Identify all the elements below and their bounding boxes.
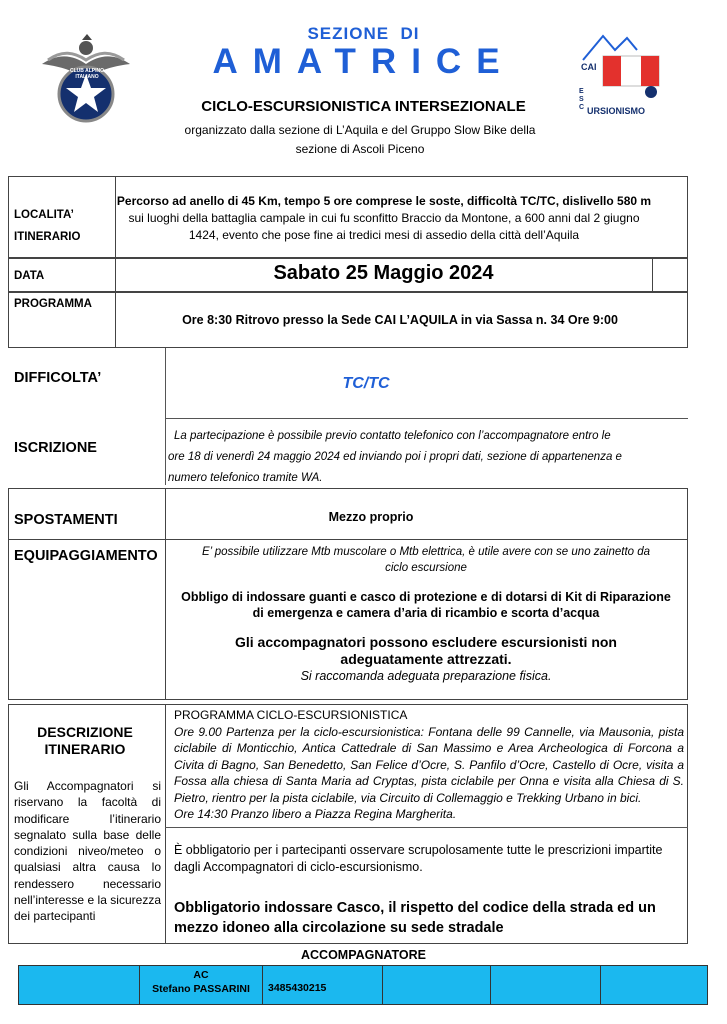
data-label: DATA [14, 270, 45, 282]
difficolta-label: DIFFICOLTA’ [14, 370, 102, 386]
equip-bold-1: Obbligo di indossare guanti e casco di protezione e di dotarsi di Kit di Riparazione [181, 590, 671, 604]
descrizione-label-2: ITINERARIO [44, 741, 126, 757]
localita-line-3: 1424, evento che pose fine ai tredici mesi di assedio della città dell’Aquila [188, 228, 580, 242]
descrizione-program [174, 707, 684, 823]
programma-value: Ore 8:30 Ritrovo presso la Sede CAI L’AQUILA in via Sassa n. 34 Ore 9:00 [182, 313, 618, 327]
localita-label-1: LOCALITA’ [14, 209, 74, 221]
equip-line-1: E’ possibile utilizzare Mtb muscolare o Mtb elettrica, è utile avere con se uno zainetto da [201, 546, 651, 558]
program-lunch: Ore 14:30 Pranzo libero a Piazza Regina Margherita. [174, 807, 457, 821]
accompagnatore-phone: 3485430215 [268, 982, 327, 994]
logo-right-rest: URSIONISMO [587, 106, 646, 116]
organizer-line-1: organizzato dalla sezione di L’Aquila e del Gruppo Slow Bike della [184, 123, 536, 137]
iscrizione-line-1: La partecipazione è possibile previo contatto telefonico con l’accompagnatore entro le [174, 430, 611, 442]
descrizione-label-1: DESCRIZIONE [37, 724, 133, 740]
city-title: AMATRICE [212, 42, 515, 81]
event-date: Sabato 25 Maggio 2024 [273, 262, 494, 284]
localita-label-2: ITINERARIO [14, 231, 81, 243]
equipaggiamento-label: EQUIPAGGIAMENTO [14, 548, 158, 564]
accompagnatore-heading: ACCOMPAGNATORE [301, 948, 426, 962]
equip-line-2: ciclo escursione [385, 562, 467, 574]
iscrizione-line-2: ore 18 di venerdì 24 maggio 2024 ed inviando poi i propri dati, sezione di appartenenza e [168, 451, 622, 463]
program-text: Ore 9.00 Partenza per la ciclo-escursionistica: Fontana delle 99 Cannelle, via Mausonia, pista ciclabile di Monticchio, Antica Cattedrale di San Massimo e Area Archeologica di Forcona a Civita di Bagno, San Benedetto, San Felice d’Ocre, S. Panfilo d’Ocre, Castello di Ocre, visita a Fossa alla chiesa di Santa Maria ad Cryptas, pista ciclabile per Onna e visita alla Chiesa di S. Pietro, rientro per la pista ciclabile, via Circuito di Collemaggio e Trekking Urbano in bici. [174, 724, 684, 805]
iscrizione-text [168, 426, 688, 489]
equipaggiamento-content [166, 544, 686, 684]
organizer-line-2: sezione di Ascoli Piceno [295, 142, 425, 156]
program-title: PROGRAMMA CICLO-ESCURSIONISTICA [174, 708, 408, 722]
logo-left-text: CLUB ALPINO ITALIANO [70, 68, 104, 80]
accompagnatore-cell [140, 968, 262, 996]
obligation-text: È obbligatorio per i partecipanti osservare scrupolosamente tutte le prescrizioni impartite dagli Accompagnatori di ciclo-escursionismo. [174, 843, 663, 874]
localita-content [114, 193, 654, 244]
accompagnatore-name: Stefano PASSARINI [152, 983, 250, 995]
equip-note: Si raccomanda adeguata preparazione fisica. [300, 669, 552, 683]
accompagnatore-table [18, 965, 708, 1005]
bold-obligation-text: Obbligatorio indossare Casco, il rispetto del codice della strada ed un mezzo idoneo alla circolazione su sede stradale [174, 900, 656, 936]
equip-warning-2: adeguatamente attrezzati. [340, 651, 512, 667]
equip-warning-1: Gli accompagnatori possono escludere escursionisti non [235, 634, 617, 650]
iscrizione-label: ISCRIZIONE [14, 440, 97, 456]
localita-line-1: Percorso ad anello di 45 Km, tempo 5 ore comprese le soste, difficoltà TC/TC, dislivello 580 m [116, 194, 652, 208]
localita-label [14, 204, 80, 248]
event-type: CICLO-ESCURSIONISTICA INTERSEZIONALE [201, 98, 526, 115]
logo-right-cai: CAI [581, 62, 597, 72]
spostamenti-value: Mezzo proprio [328, 510, 414, 524]
difficolta-value: TC/TC [342, 375, 390, 392]
logo-right-esc: ESC [579, 88, 585, 111]
localita-line-2: sui luoghi della battaglia campale in cui fu sconfitto Braccio da Montone, a 600 anni dal 2 giugno [128, 211, 640, 225]
organizer-text [160, 121, 560, 159]
spostamenti-label: SPOSTAMENTI [14, 512, 118, 528]
programma-label: PROGRAMMA [14, 298, 92, 310]
accompagnatore-role: AC [193, 969, 209, 981]
section-line: SEZIONE DI [307, 24, 420, 43]
iscrizione-line-3: numero telefonico tramite WA. [168, 472, 323, 484]
descrizione-side-note: Gli Accompagnatori si riservano la facoltà di modificare l’itinerario segnalato sulla base delle condizioni niveo/meteo o qualsiasi altra causa lo rendessero necessario nell’interesse e la sicurezza dei partecipanti [14, 779, 161, 924]
descrizione-label [10, 724, 160, 758]
equip-bold-2: di emergenza e camera d’aria di ricambio e scorta d’acqua [252, 606, 600, 620]
